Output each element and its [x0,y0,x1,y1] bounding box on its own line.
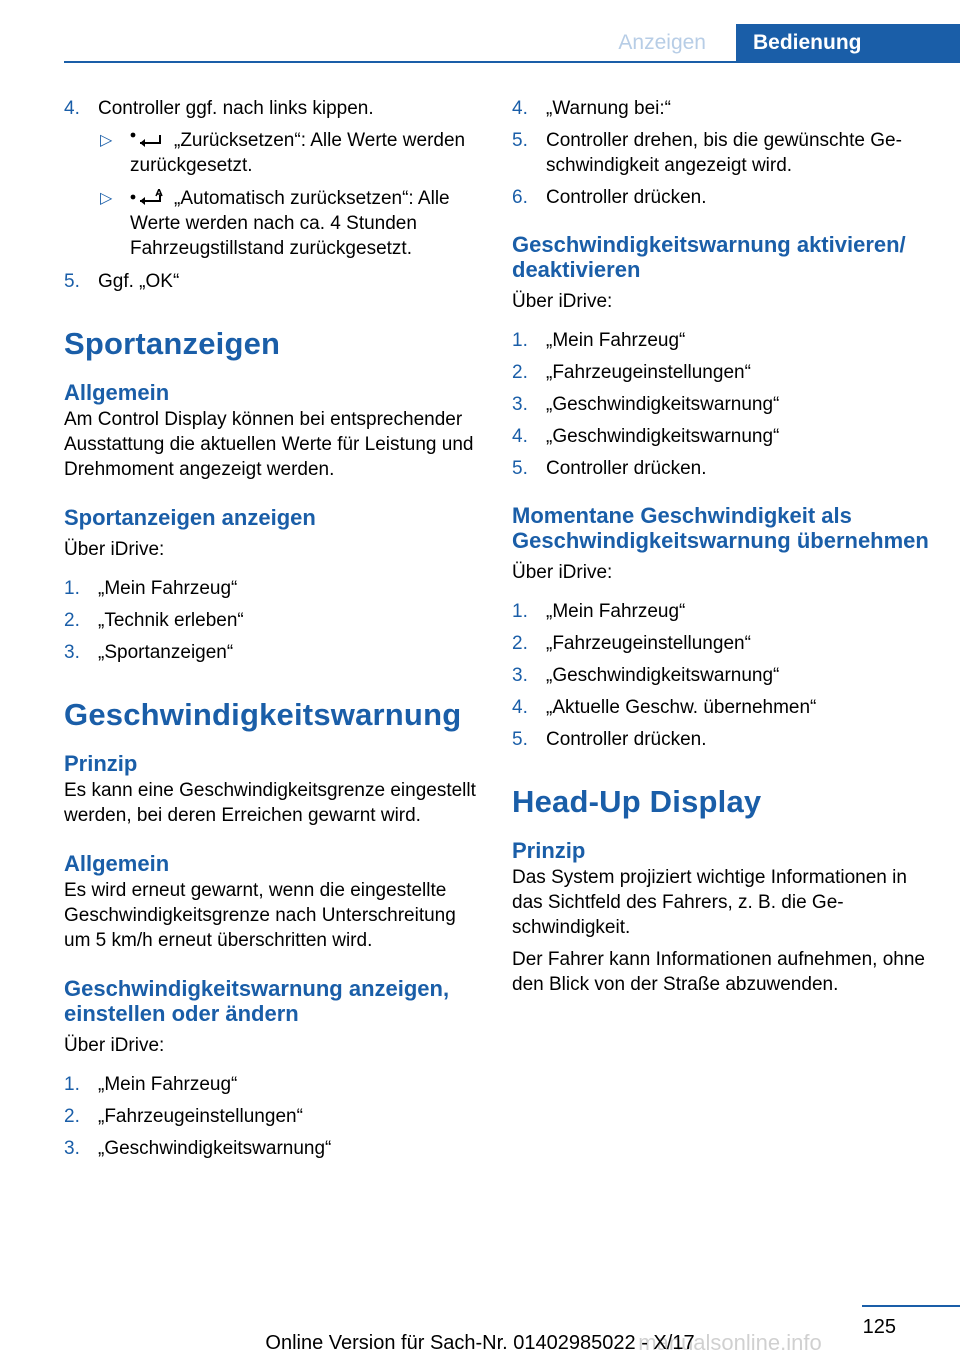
step-number: 1. [512,330,528,351]
heading-aktivieren: Geschwindigkeitswarnung aktivieren/ deaktivieren [512,232,906,282]
step-number: 3. [512,665,528,686]
list-item [512,328,930,353]
list-item [64,576,482,601]
step-text: „Technik erleben“ [98,610,244,631]
online-version-note: Online Version für Sach-Nr. 01402985022 - X/17 [265,1332,695,1354]
step-number: 1. [64,1074,80,1095]
option-text: „Zurücksetzen“: Alle Werte werden zurückgesetzt. [130,130,466,176]
heading-prinzip: Prinzip [64,751,138,776]
reset-steps-cont [64,269,482,294]
paragraph-allgemein: Am Control Display können bei entsprechender Ausstattung die aktuellen Werte für Leistung und Drehmoment angezeigt werden. [64,409,474,480]
paragraph-allgemein-2: Es wird erneut gewarnt, wenn die eingestellte Geschwindigkeitsgrenze nach Unterschreitung um 5 km/h erneut überschritten wird. [64,880,456,951]
paragraph-idrive-3: Über iDrive: [512,291,613,312]
step-text: Controller drücken. [546,458,707,479]
list-item [64,640,482,665]
step-number: 4. [512,697,528,718]
page-header [0,0,960,62]
step-text: „Geschwindigkeitswarnung“ [546,426,780,447]
step-text: „Warnung bei:“ [546,98,671,119]
heading-allgemein: Allgemein [64,380,170,405]
step-number: 2. [512,362,528,383]
list-item [512,599,930,624]
list-item [64,608,482,633]
triangle-bullet-icon: ▷ [100,132,113,149]
step-number: 2. [64,1106,80,1127]
step-number: 5. [512,130,528,151]
step-number: 3. [512,394,528,415]
list-item [64,128,482,178]
gw-steps [64,1072,482,1161]
list-item [512,96,930,121]
step-number: 4. [512,98,528,119]
list-item [64,186,482,261]
step-number: 6. [512,187,528,208]
paragraph-hud-2: Der Fahrer kann Informationen aufnehmen, ohne den Blick von der Straße abzuwenden. [512,949,925,995]
step-number: 4. [512,426,528,447]
step-number: 1. [512,601,528,622]
paragraph-prinzip: Es kann eine Geschwindigkeitsgrenze eingestellt werden, bei deren Erreichen gewarnt wird. [64,780,476,826]
list-item [512,695,930,720]
heading-momentane: Momentane Geschwindigkeit als Geschwindigkeitswarnung übernehmen [512,503,929,553]
step-text: „Mein Fahrzeug“ [546,601,686,622]
header-rule [64,61,960,63]
heading-geschwindigkeitswarnung: Geschwindigkeitswarnung [64,697,462,732]
tab-anzeigen[interactable]: Anzeigen [618,31,706,54]
list-item [512,392,930,417]
step-number: 3. [64,1138,80,1159]
step-text: Controller drücken. [546,187,707,208]
step-text: „Mein Fahrzeug“ [98,1074,238,1095]
step-text: Controller drehen, bis die gewünschte Geschwindigkeit angezeigt wird. [546,130,902,176]
akt-steps [512,328,930,481]
sport-steps [64,576,482,665]
footer-rule [862,1305,960,1307]
heading-sportanzeigen: Sportanzeigen [64,326,281,361]
step-number: 2. [512,633,528,654]
watermark: manualsonline.info [638,1330,822,1355]
heading-gw-anzeigen: Geschwindigkeitswarnung anzeigen, einstellen oder ändern [64,976,450,1026]
step-number: 5. [64,271,80,292]
step-text: „Fahrzeugeinstellungen“ [98,1106,303,1127]
list-item [64,269,482,294]
step-number: 5. [512,458,528,479]
list-item [512,360,930,385]
list-item [64,1104,482,1129]
step-text: „Sportanzeigen“ [98,642,234,663]
step-text: „Fahrzeugeinstellungen“ [546,633,751,654]
step-text: „Geschwindigkeitswarnung“ [546,665,780,686]
heading-sportanzeigen-anzeigen: Sportanzeigen anzeigen [64,505,316,530]
reset-icon [130,131,168,149]
list-item [512,631,930,656]
page-number: 125 [862,1316,896,1338]
gw-steps-cont [512,96,930,210]
paragraph-idrive-4: Über iDrive: [512,562,613,583]
step-text: Controller ggf. nach links kippen. [98,98,374,119]
list-item [64,1136,482,1161]
paragraph-idrive-2: Über iDrive: [64,1035,165,1056]
heading-allgemein-2: Allgemein [64,851,170,876]
auto-reset-icon [130,189,168,207]
reset-steps [64,96,482,121]
step-number: 3. [64,642,80,663]
mom-steps [512,599,930,752]
list-item [512,727,930,752]
right-column [512,96,930,997]
list-item [64,96,482,121]
step-text: „Geschwindigkeitswarnung“ [98,1138,332,1159]
step-number: 4. [64,98,80,119]
step-text: „Mein Fahrzeug“ [546,330,686,351]
step-number: 5. [512,729,528,750]
list-item [512,456,930,481]
triangle-bullet-icon: ▷ [100,190,113,207]
step-number: 2. [64,610,80,631]
option-text: „Automatisch zurücksetzen“: Alle Werte werden nach ca. 4 Stunden Fahrzeugstillstand zurückgesetzt. [130,188,450,259]
step-text: „Aktuelle Geschw. übernehmen“ [546,697,817,718]
reset-options [64,128,482,261]
list-item [512,128,930,178]
list-item [512,424,930,449]
step-text: „Mein Fahrzeug“ [98,578,238,599]
left-column [64,96,482,1168]
paragraph-idrive: Über iDrive: [64,539,165,560]
list-item [512,663,930,688]
heading-hud-prinzip: Prinzip [512,838,586,863]
step-text: Controller drücken. [546,729,707,750]
step-text: „Fahrzeugeinstellungen“ [546,362,751,383]
tab-bedienung[interactable]: Bedienung [736,24,960,62]
list-item [512,185,930,210]
step-text: „Geschwindigkeitswarnung“ [546,394,780,415]
heading-head-up-display: Head-Up Display [512,784,762,819]
step-text: Ggf. „OK“ [98,271,180,292]
paragraph-hud-1: Das System projiziert wichtige Informationen in das Sichtfeld des Fahrers, z. B. die Geschwindigkeit. [512,867,907,938]
list-item [64,1072,482,1097]
step-number: 1. [64,578,80,599]
